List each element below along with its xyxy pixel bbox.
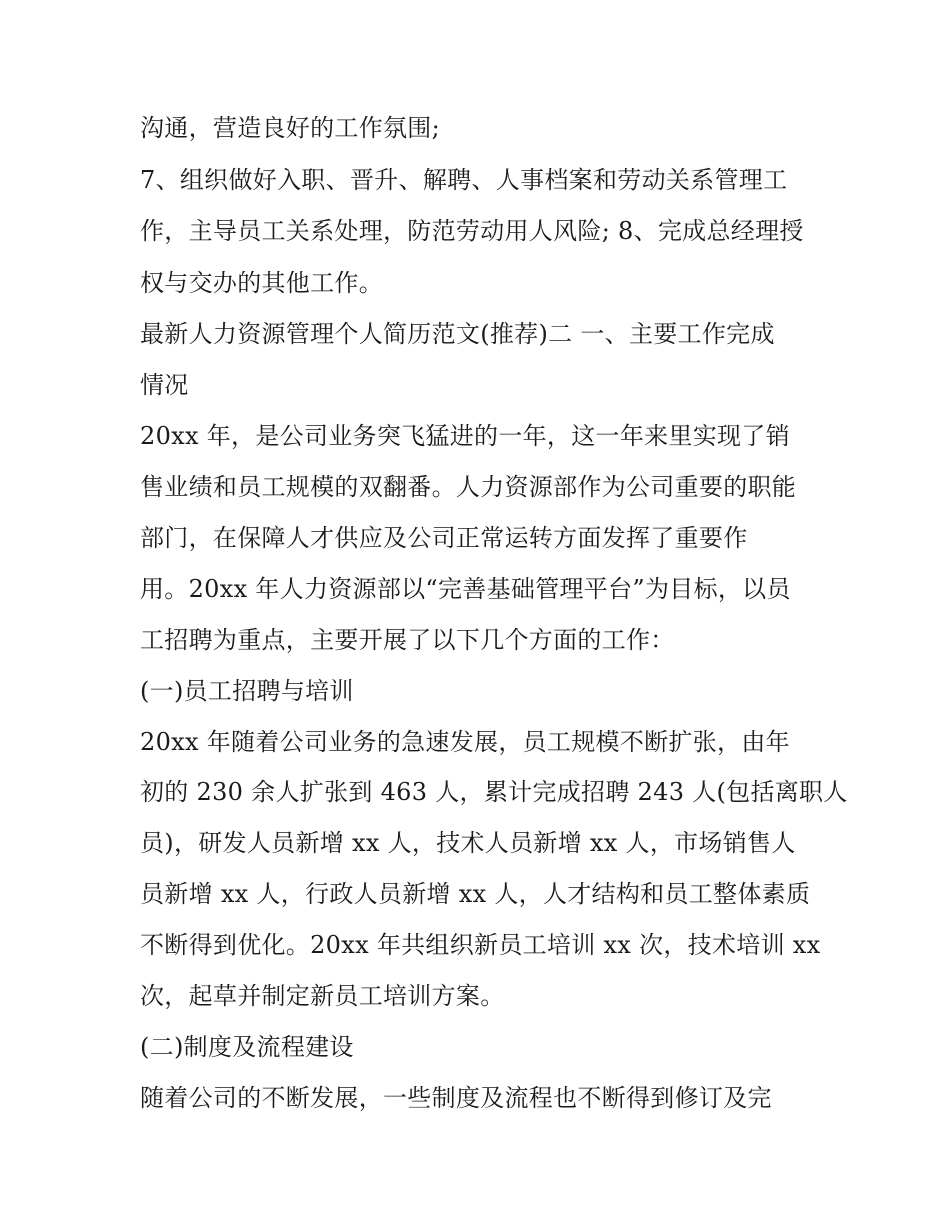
subsection-heading: (二)制度及流程建设 <box>140 1033 354 1061</box>
text-line: 员)，研发人员新增 xx 人，技术人员新增 xx 人，市场销售人 <box>140 829 796 857</box>
text-line: 工招聘为重点，主要开展了以下几个方面的工作： <box>140 626 675 654</box>
text-line: 随着公司的不断发展，一些制度及流程也不断得到修订及完 <box>140 1084 772 1112</box>
text-line: 用。20xx 年人力资源部以“完善基础管理平台”为目标，以员 <box>140 575 791 603</box>
text-line: 初的 230 余人扩张到 463 人，累计完成招聘 243 人(包括离职人 <box>140 778 848 806</box>
section-heading: 最新人力资源管理个人简历范文(推荐)二 一、主要工作完成 <box>140 320 775 348</box>
section-heading: 情况 <box>140 371 189 399</box>
text-line: 权与交办的其他工作。 <box>140 269 383 297</box>
text-line: 沟通，营造良好的工作氛围; <box>140 114 440 142</box>
subsection-heading: (一)员工招聘与培训 <box>140 677 354 705</box>
text-line: 售业绩和员工规模的双翻番。人力资源部作为公司重要的职能 <box>140 473 797 501</box>
text-line: 员新增 xx 人，行政人员新增 xx 人，人才结构和员工整体素质 <box>140 880 811 908</box>
text-line: 20xx 年随着公司业务的急速发展，员工规模不断扩张，由年 <box>140 728 790 756</box>
text-line: 次，起草并制定新员工培训方案。 <box>140 982 505 1010</box>
text-line: 不断得到优化。20xx 年共组织新员工培训 xx 次，技术培训 xx <box>140 931 821 959</box>
text-line: 7、组织做好入职、晋升、解聘、人事档案和劳动关系管理工 <box>140 166 788 194</box>
text-line: 作，主导员工关系处理，防范劳动用人风险; 8、完成总经理授 <box>140 217 804 245</box>
text-line: 20xx 年，是公司业务突飞猛进的一年，这一年来里实现了销 <box>140 422 790 450</box>
text-line: 部门，在保障人才供应及公司正常运转方面发挥了重要作 <box>140 524 748 552</box>
